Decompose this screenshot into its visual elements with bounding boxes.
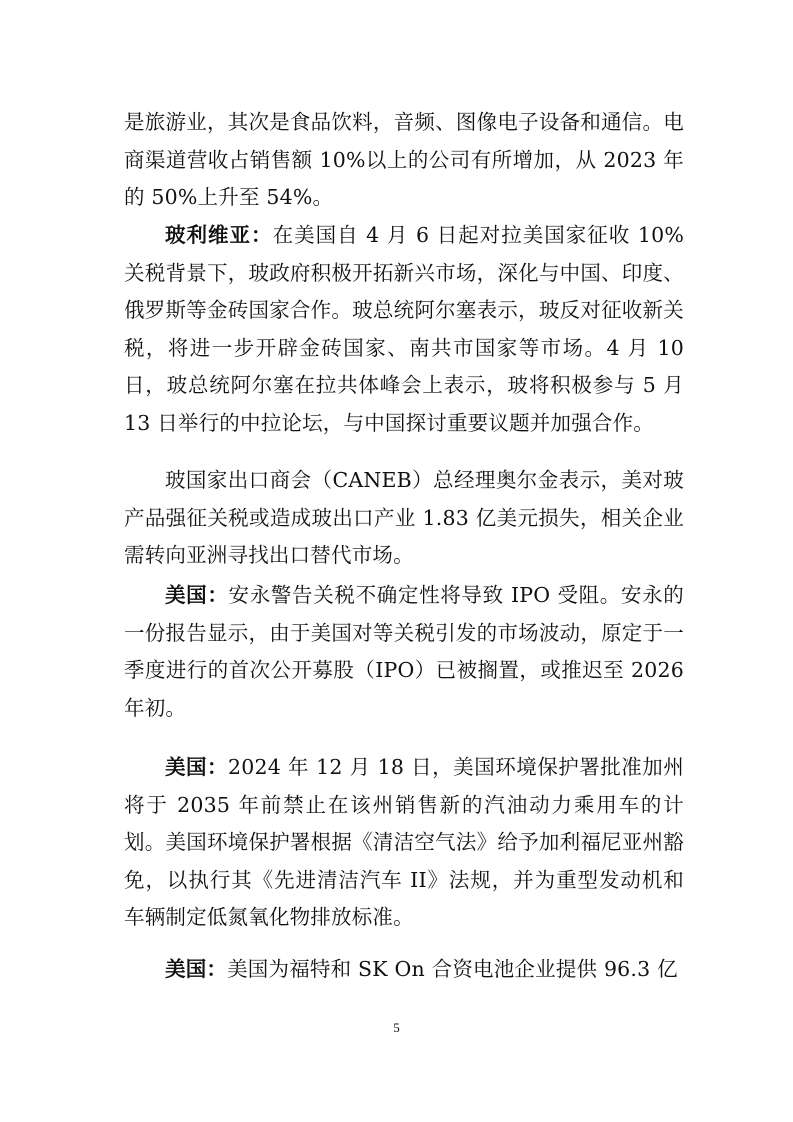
- paragraph-text: 美国为福特和 SK On 合资电池企业提供 96.3 亿: [227, 957, 678, 981]
- paragraph-text: 在美国自 4 月 6 日起对拉美国家征收 10%关税背景下，玻政府积极开拓新兴市场，深化与中国、印度、俄罗斯等金砖国家合作。玻总统阿尔塞表示，玻反对征收新关税，将进一步开辟金砖国家、南共市国家等市场。4 月 10 日，玻总统阿尔塞在拉共体峰会上表示，玻将积极参与 5 月 13 日举行的中拉论坛，与中国探讨重要议题并加强合作。: [124, 223, 685, 435]
- paragraph-bolivia: [124, 217, 684, 442]
- paragraph-lead-usa: 美国：: [165, 957, 228, 981]
- paragraph-text: 安永警告关税不确定性将导致 IPO 受阻。安永的一份报告显示，由于美国对等关税引发的市场波动，原定于一季度进行的首次公开募股（IPO）已被搁置，或推迟至 2026 年初。: [124, 583, 685, 720]
- page-number: 5: [393, 1020, 400, 1035]
- paragraph-text: 2024 年 12 月 18 日，美国环境保护署批准加州将于 2035 年前禁止在该州销售新的汽油动力乘用车的计划。美国环境保护署根据《清洁空气法》给予加利福尼亚州豁免，以执行其《先进清洁汽车 II》法规，并为重型发动机和车辆制定低氮氧化物排放标准。: [124, 755, 684, 929]
- paragraph-lead-bolivia: 玻利维亚：: [165, 223, 273, 247]
- paragraph-text: 玻国家出口商会（CANEB）总经理奥尔金表示，美对玻产品强征关税或造成玻出口产业 1.83 亿美元损失，相关企业需转向亚洲寻找出口替代市场。: [124, 468, 684, 567]
- paragraph-lead-usa: 美国：: [165, 583, 229, 607]
- paragraph-lead-usa: 美国：: [165, 755, 229, 779]
- paragraph-usa-epa: [124, 749, 684, 937]
- paragraph-caneb: [124, 462, 684, 575]
- paragraph-tourism-ecommerce: [124, 104, 684, 217]
- paragraph-text: 是旅游业，其次是食品饮料，音频、图像电子设备和通信。电商渠道营收占销售额 10%以上的公司有所增加，从 2023 年的 50%上升至 54%。: [124, 110, 684, 209]
- paragraph-usa-ipo: [124, 577, 684, 727]
- paragraph-usa-battery: [124, 951, 684, 989]
